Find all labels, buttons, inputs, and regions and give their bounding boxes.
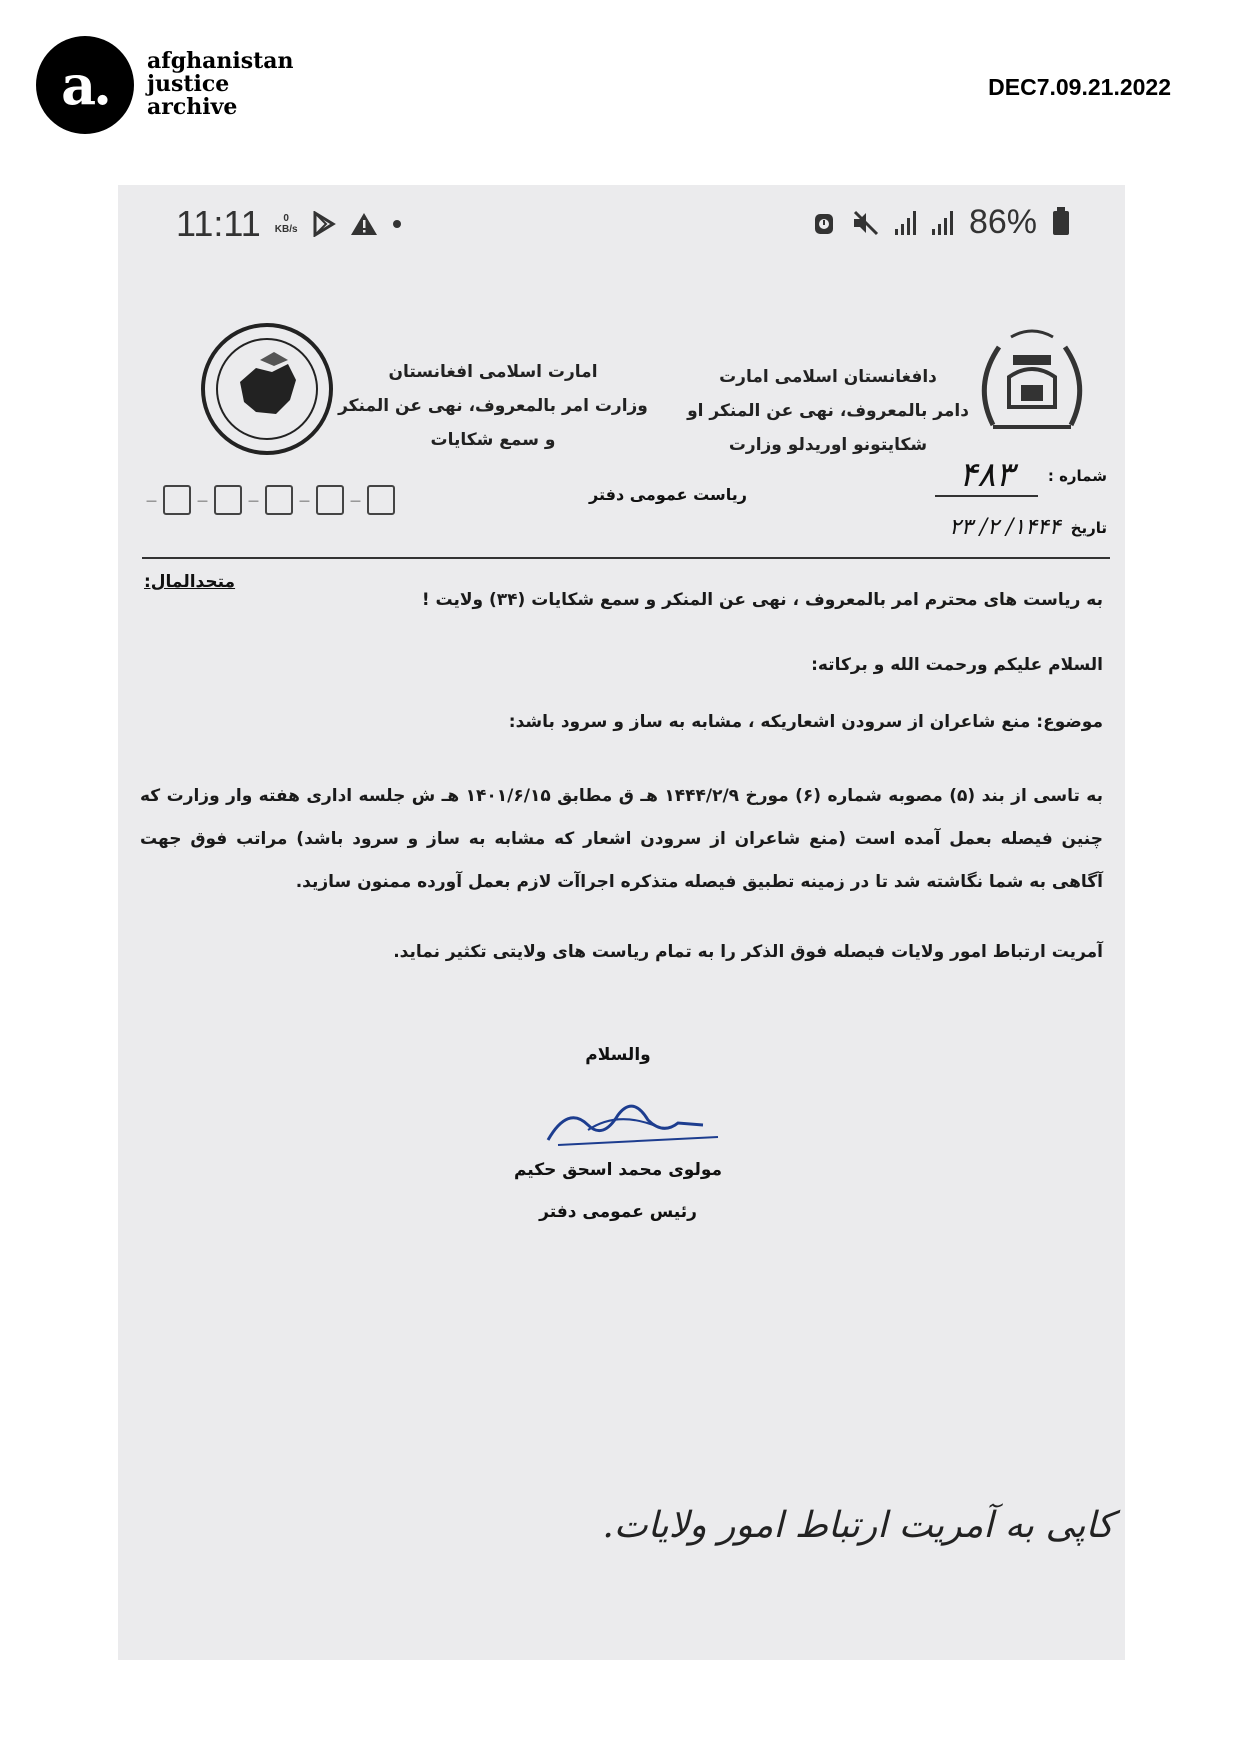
greeting-line: السلام علیکم ورحمت الله و برکاته: bbox=[811, 655, 1103, 675]
letterhead-line: امارت اسلامی افغانستان bbox=[388, 362, 598, 382]
recipient-line: به ریاست های محترم امر بالمعروف ، نهی عن المنکر و سمع شکایات (۳۴) ولایت ! bbox=[421, 590, 1103, 610]
ref-box bbox=[367, 485, 395, 515]
net-speed-value: 0 bbox=[283, 213, 289, 224]
divider bbox=[142, 557, 1110, 559]
status-bar-left bbox=[176, 203, 402, 245]
archive-name-line: archive bbox=[147, 94, 238, 120]
number-label: شماره : bbox=[1047, 467, 1107, 485]
dot-icon bbox=[392, 219, 402, 229]
letterhead-line: و سمع شکایات bbox=[430, 430, 556, 450]
date-label: تاریخ bbox=[1070, 518, 1107, 537]
alarm-icon bbox=[813, 210, 835, 236]
scanned-letter bbox=[118, 185, 1125, 1660]
battery-percent: 86% bbox=[968, 203, 1037, 241]
instruction-line: آمریت ارتباط امور ولایات فیصله فوق الذکر را به تمام ریاست های ولایتی تکثیر نماید. bbox=[393, 942, 1103, 962]
date-value: ۱۴۴۴/ ۲/ ۲۳ bbox=[949, 515, 1061, 540]
signal-icon bbox=[932, 211, 953, 235]
archive-name-line: afghanistan bbox=[147, 48, 294, 74]
letterhead-line: دافغانستان اسلامی امارت bbox=[719, 367, 937, 387]
ministry-seal-icon bbox=[198, 320, 336, 458]
closing: والسلام bbox=[585, 1045, 651, 1065]
archive-name bbox=[147, 50, 294, 119]
status-bar-right bbox=[813, 203, 1069, 242]
letterhead-line: وزارت امر بالمعروف، نهی عن المنکر bbox=[338, 396, 648, 416]
clock: 11:11 bbox=[176, 203, 261, 244]
subject-line: موضوع: منع شاعران از سرودن اشعاریکه ، مشابه به ساز و سرود باشد: bbox=[508, 712, 1103, 732]
letterhead-line: شکایتونو اوریدلو وزارت bbox=[728, 435, 928, 455]
signatory-title: رئیس عمومی دفتر bbox=[539, 1202, 697, 1222]
office-name: ریاست عمومی دفتر bbox=[589, 485, 747, 504]
letterhead-pashto bbox=[663, 360, 993, 462]
letter-number bbox=[935, 455, 1107, 497]
ref-box bbox=[316, 485, 344, 515]
letterhead-dari bbox=[328, 355, 658, 457]
reference-boxes: — — — — — bbox=[146, 485, 395, 515]
number-value: ۴۸۳ bbox=[935, 455, 1038, 497]
archive-name-line: justice bbox=[147, 71, 230, 97]
warning-icon bbox=[350, 212, 378, 236]
letterhead-line: دامر بالمعروف، نهی عن المنکر او bbox=[687, 401, 969, 421]
letter-date bbox=[949, 515, 1107, 540]
signal-icon bbox=[895, 211, 916, 235]
battery-icon bbox=[1053, 211, 1069, 235]
signature bbox=[528, 1085, 728, 1155]
play-store-icon bbox=[312, 211, 336, 237]
net-speed-unit: KB/s bbox=[274, 224, 298, 235]
ref-box bbox=[214, 485, 242, 515]
handwritten-note: کاپی به آمریت ارتباط امور ولایات. bbox=[602, 1505, 1114, 1546]
net-speed bbox=[275, 213, 298, 235]
circular-label: متحدالمال: bbox=[144, 572, 236, 592]
archive-logo: a. bbox=[36, 36, 134, 134]
ref-box bbox=[163, 485, 191, 515]
signatory-name: مولوی محمد اسحق حکیم bbox=[513, 1160, 723, 1180]
document-code: DEC7.09.21.2022 bbox=[988, 74, 1171, 100]
letter-body: به تاسی از بند (۵) مصوبه شماره (۶) مورخ ۱۴۴۴/۲/۹ هـ ق مطابق ۱۴۰۱/۶/۱۵ هـ ش جلسه اداری هفته وار وزارت که چنین فیصله بعمل آمده است (منع شاعران از سرودن اشعار که مشابه به ساز و سرود باشد) مراتب فوق جهت آگاهی به شما نگاشته شد تا در زمینه تطبیق فیصله متذکره اجراآت لازم بعمل آورده ممنون سازید. bbox=[140, 786, 1103, 892]
ref-box bbox=[265, 485, 293, 515]
mute-icon bbox=[851, 210, 879, 236]
